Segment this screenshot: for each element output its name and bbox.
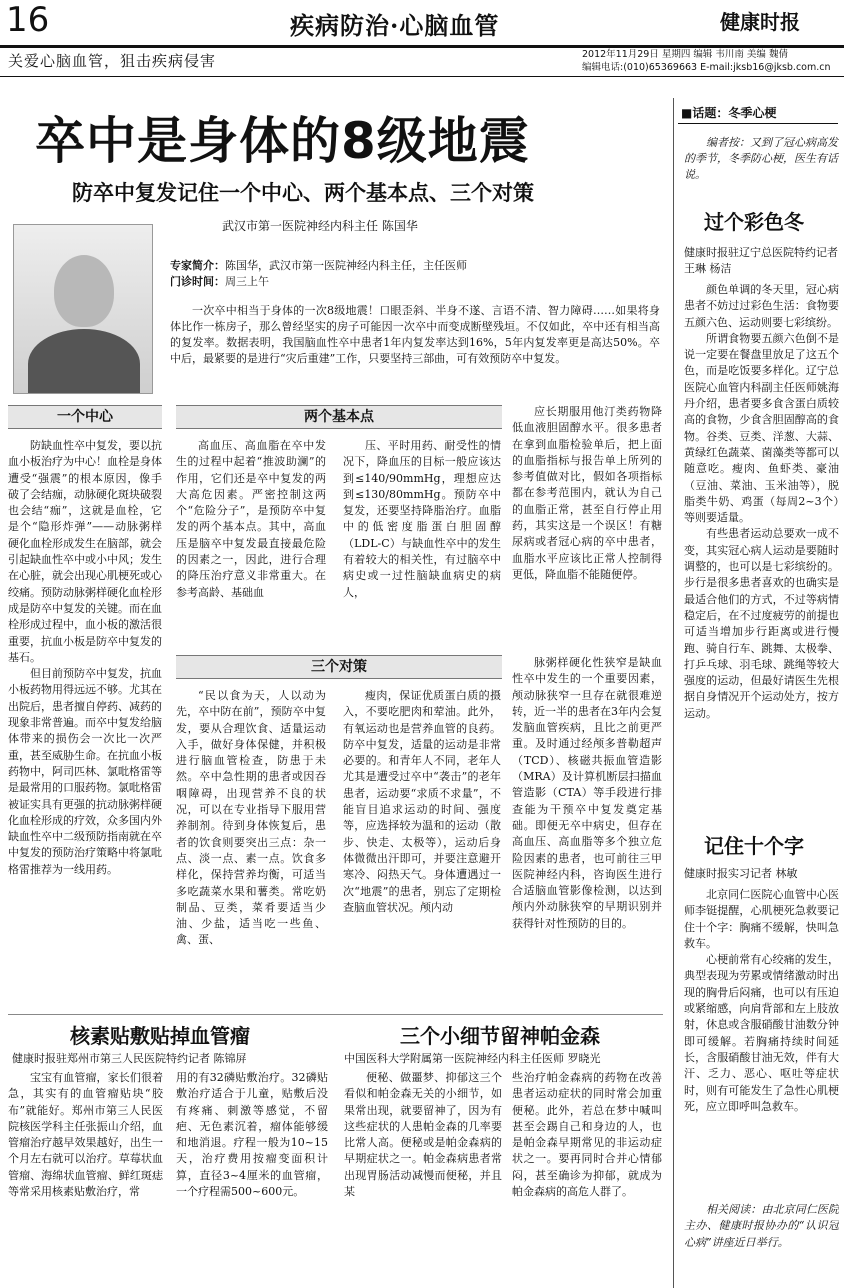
story-parkinson-col-1: 便秘、做噩梦、抑郁这三个看似和帕金森无关的小细节，如果常出现，就要留神了，因为有这些症状的人患帕金森的几率要比常人高。便秘或是帕金森病的早期症状之一。帕金森病患者常出现胃肠活动减慢而便秘，并且某 [344,1071,502,1199]
slogan: 关爱心脑血管，狙击疾病侵害 [8,52,217,70]
editor-note: 编者按：又到了冠心病高发的季节，冬季防心梗，医生有话说。 [684,136,838,181]
section-title: 疾病防治·心脑血管 [290,11,500,40]
byline: 武汉市第一医院神经内科主任 陈国华 [222,219,418,233]
section-one-text: 防缺血性卒中复发，要以抗血小板治疗为中心！血栓是身体遭受“强震”的根本原因，像手破了会结痂，动脉硬化斑块破裂也会结“痂”，这就是血栓，它是个“隐形炸弹”——动脉粥样硬化血栓形成发生在脑部，就会引起缺血性卒中或小中风；发生在心脏，就会出现心肌梗死或心绞痛。预防动脉粥样硬化血栓形成是防卒中复发的关键。而在血栓形成过程中，血小板的激活很重要，抗血小板是防卒中复发的基石。 但目前预防卒中复发，抗血小板药物用得远远不够。尤其在出院后，患者擅自停药、减药的现象非常普遍。而卒中复发给脑体带来的损伤会一次比一次严重，甚至威胁生命。在抗血小板药物中，阿司匹林、氯吡格雷等是最常用的口服药物。氯吡格雷被证实具有更强的抗动脉粥样硬化血栓形成的疗效，众多国内外缺血性卒中二级预防指南就在卒中复发的预防治疗策略中将氯吡格雷推荐为一线用药。 [8,439,162,876]
sidebar-article-2-text: 北京同仁医院心血管中心医师李铤提醒，心肌梗死急救要记住十个字：胸痛不缓解，快叫急救车。 心梗前常有心绞痛的发生，典型表现为劳累或情绪激动时出现的胸骨后闷痛，也可以有压迫或紧缩感，向肩背部和左上肢放射，休息或含服硝酸甘油数分钟即可缓解。若胸痛持续时间延长，含服硝酸甘油无效，伴有大汗、乏力、恶心、呕吐等症状时，则有可能发生了急性心肌梗死，应立即呼叫急救车。 [684,888,839,1113]
expert-info [170,258,467,290]
paper-logo: 健康时报 [720,10,800,34]
story-hemangioma-col-2: 用的有32磷贴敷治疗。32磷贴敷治疗适合于儿童，贴敷后没有疼痛、刺激等感觉，不留疤、无色素沉着，瘤体能够缓和地消退。疗程一般为10~15天，治疗费用按瘤变面积计算，直径3~4厘米的血管瘤，一个疗程需500~600元。 [176,1071,328,1199]
story-hemangioma-title: 核素贴敷贴掉血管瘤 [70,1024,250,1048]
sidebar-article-1-byline: 健康时报驻辽宁总医院特约记者 王琳 杨洁 [684,246,838,275]
sidebar-article-2-title: 记住十个字 [704,834,804,858]
topic-rule [678,123,838,124]
subheadline: 防卒中复发记住一个中心、两个基本点、三个对策 [72,180,534,205]
clinic-text: 周三上午 [225,275,269,288]
divider [8,1014,663,1015]
expert-label: 专家简介： [170,259,225,272]
page-number: 16 [6,0,50,40]
section-heading-one-center: 一个中心 [8,405,162,429]
related-reading: 相关阅读：由北京同仁医院主办、健康时报协办的“认识冠心病”讲座近日举行。 [684,1203,839,1249]
date-line: 2012年11月29日 星期四 编辑 韦川南 美编 魏倩 [582,49,788,60]
story-parkinson-title: 三个小细节留神帕金森 [400,1024,600,1048]
sidebar-divider [673,98,674,1288]
headline: 卒中是身体的8级地震 [35,112,530,170]
sidebar-article-1-title: 过个彩色冬 [704,210,804,234]
issue-meta [582,48,831,74]
section-three-col-3: 脉粥样硬化性狭窄是缺血性卒中发生的一个重要因素，颅动脉狭窄一旦存在就很难逆转，近一半的患者在3年内会复发脑血管疾病，且比之前更严重。及时通过经颅多普勒超声（TCD）、核磁共振血管造影（MRA）及计算机断层扫描血管造影（CTA）等手段进行排查能为干预卒中复发奠定基础。即便无卒中病史，但存在高血压、高血脂等多个独立危险因素的患者，也可前往三甲医院神经内科，咨询医生进行合适脑血管影像检测，以达到颅内外动脉狭窄的早期识别并获得针对性预防的目的。 [512,656,662,930]
lead-paragraph: 一次卒中相当于身体的一次8级地震！口眼歪斜、半身不遂、言语不清、智力障碍……如果将身体比作一栋房子，那么曾经坚实的房子可能因一次卒中而变成断壁残垣。不仅如此，卒中还有相当高的复发率。数据表明，我国脑血性卒中患者1年内复发率达到16%，5年内复发率更是高达50%。卒中后，最紧要的是进行“灾后重建”工作，只要坚持三部曲，可有效预防卒中复发。 [170,304,660,365]
sidebar-topic: ■话题：冬季心梗 [681,106,777,120]
clinic-label: 门诊时间： [170,275,225,288]
sidebar-article-2-byline: 健康时报实习记者 林敏 [684,867,798,880]
story-hemangioma-col-1: 宝宝有血管瘤，家长们很着急，其实有的血管瘤贴块“胶布”就能好。郑州市第三人民医院核医学科主任张振山介绍，血管瘤治疗越早效果越好，出生一个月左右就可以治疗。草莓状血管瘤、海绵状血管瘤、鲜红斑痣等常采用核素贴敷治疗，常 [8,1071,163,1199]
section-three-col-1: “民以食为天，人以动为先，卒中防在前”，预防卒中复发，要从合理饮食、适量运动入手，做好身体保健，并积极进行脑血管检查，防患于未然。卒中急性期的患者或因吞咽障碍，出现营养不良的状况，可以在专业指导下服用营养制剂。待到身体恢复后，患者的饮食则要突出三点：杂一点、淡一点、素一点。饮食多样化，保持营养均衡，可适当多吃蔬菜水果和薯类。常吃奶制品、豆类，菜肴要适当少油、少盐，适当吃一些鱼、禽、蛋、 [176,689,326,947]
section-heading-two-points: 两个基本点 [176,405,502,429]
section-three-col-2: 瘦肉，保证优质蛋白质的摄入，不要吃肥肉和荤油。此外，有氧运动也是营养血管的良药。防卒中复发，适量的运动是非常必要的。和青年人不同，老年人尤其是遭受过卒中“袭击”的老年患者，运动要“求质不求量”，不能盲目追求运动的时间、强度等，应选择较为温和的运动（散步、快走、太极等），运动后身体微微出汗即可，并要注意避开寒冷、闷热天气。身体遭遇过一次“地震”的患者，别忘了定期检查脑血管状况。颅内动 [343,689,501,914]
story-hemangioma-byline: 健康时报驻郑州市第三人民医院特约记者 陈锦屏 [12,1052,247,1065]
section-heading-three-strategies: 三个对策 [176,655,502,679]
section-two-col-1: 高血压、高血脂在卒中发生的过程中起着“推波助澜”的作用，它们还是卒中复发的两大高危因素。严密控制这两个“危险分子”，是预防卒中复发的两个基本点。其中，高血压是脑卒中复发最直接最危险的因素之一，因此，进行合理的降压治疗意义非常重大。在参考高龄、基础血 [176,439,326,599]
expert-text: 陈国华，武汉市第一医院神经内科主任，主任医师 [225,259,467,272]
story-parkinson-col-2: 些治疗帕金森病的药物在改善患者运动症状的同时常会加重便秘。此外，若总在梦中喊叫甚至会踢自己和身边的人，也是帕金森早期常见的非运动症状之一。要再同时合并心情郁闷，甚至确诊为抑郁，就成为帕金森病的高危人群了。 [512,1071,662,1199]
contact-line: 编辑电话:(010)65369663 E-mail:jksb16@jksb.com.cn [582,62,831,73]
author-photo [13,224,153,394]
section-two-col-3: 应长期服用他汀类药物降低血液胆固醇水平。很多患者在拿到血脂检验单后，把上面的血脂指标与报告单上所列的参考值做对比，假如各项指标都在参考范围内，就认为自己的血脂正常，甚至自行停止用药，其实这是一个误区！有糖尿病或者冠心病的卒中患者，血脂水平应该比正常人控制得更低，降血脂不能随便停。 [512,405,662,581]
header-rule-2 [0,76,844,77]
story-parkinson-byline: 中国医科大学附属第一医院神经内科主任医师 罗晓光 [344,1052,601,1065]
section-two-col-2: 压、平时用药、耐受性的情况下，降血压的目标一般应该达到≤140/90mmHg，理想应达到≤130/80mmHg。预防卒中复发，还要坚持降脂治疗。血脂中的低密度脂蛋白胆固醇（LDL-C）与缺血性卒中的发生有着较大的相关性，有过脑卒中病史或一过性脑缺血病史的病人， [343,439,501,599]
sidebar-article-1-text: 颜色单调的冬天里，冠心病患者不妨过过彩色生活：食物要五颜六色、运动则要七彩缤纷。 所谓食物要五颜六色倒不是说一定要在餐盘里放足了这五个色，而是吃饭要多样化。辽宁总医院心血管内科副主任医师姚海丹介绍，患者要多食含蛋白质较高的食物，少食含胆固醇高的食物。谷类、豆类、洋葱、大蒜、黄绿红色蔬菜、菌藻类等都可以随意吃。瘦肉、鱼虾类、豪油（豆油、菜油、玉米油等），脱脂类牛奶、鸡蛋（每周2~3个）等则要适量。 有些患者运动总要欢一成不变，其实冠心病人运动是要随时调整的，也可以是七彩缤纷的。步行是很多患者喜欢的也确实是最适合他们的方式，不过等病情稳定后，在不过度疲劳的前提也可适当增加步行距离或进行慢跑、骑自行车、跳舞、太极拳、打乒乓球、羽毛球、跳绳等较大强度的运动，但最好请医生先根据自身情况开个运动处方，按方运动。 [684,283,839,720]
